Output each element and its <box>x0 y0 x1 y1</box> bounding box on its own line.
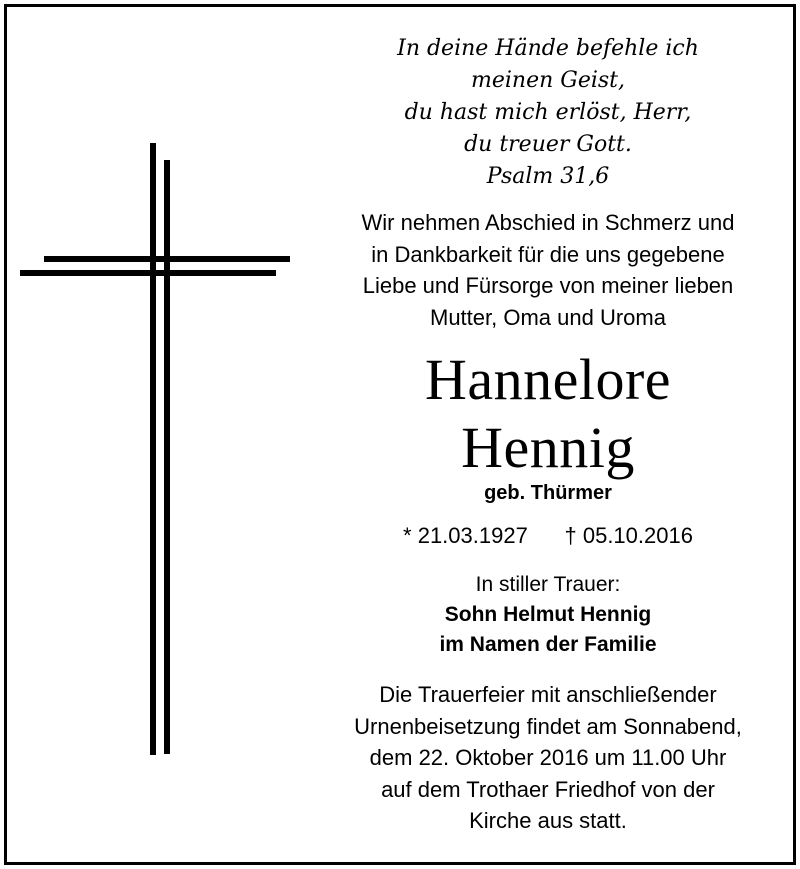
death-date: † 05.10.2016 <box>564 523 693 548</box>
psalm-verse <box>310 33 786 193</box>
farewell-text <box>310 207 786 333</box>
mourners-block <box>310 570 786 660</box>
mourner-family: im Namen der Familie <box>439 633 657 656</box>
last-name: Hennig <box>461 415 635 480</box>
verse-line: du treuer Gott. <box>464 132 632 157</box>
first-name: Hannelore <box>424 347 672 412</box>
funeral-line: Kirche aus statt. <box>469 808 627 833</box>
farewell-line: Wir nehmen Abschied in Schmerz und <box>361 210 735 235</box>
verse-line: In deine Hände befehle ich <box>397 36 699 61</box>
life-dates <box>310 520 786 552</box>
funeral-notice <box>310 679 786 837</box>
verse-line: du hast mich erlöst, Herr, <box>404 100 692 125</box>
verse-line: meinen Geist, <box>470 68 626 93</box>
funeral-line: auf dem Trothaer Friedhof von der <box>381 776 715 802</box>
maiden-name: geb. Thürmer <box>484 482 612 504</box>
deceased-name <box>310 346 786 482</box>
mourner-name: Sohn Helmut Hennig <box>444 603 652 626</box>
mourners-heading: In stiller Trauer: <box>475 573 621 596</box>
farewell-line: in Dankbarkeit für die uns gegebene <box>371 241 725 267</box>
farewell-line: Mutter, Oma und Uroma <box>430 304 666 330</box>
funeral-line: Urnenbeisetzung findet am Sonnabend, <box>354 713 742 739</box>
farewell-line: Liebe und Fürsorge von meiner lieben <box>362 273 734 298</box>
birth-date: * 21.03.1927 <box>403 523 528 548</box>
funeral-line: dem 22. Oktober 2016 um 11.00 Uhr <box>369 745 727 770</box>
funeral-line: Die Trauerfeier mit anschließender <box>379 682 717 707</box>
verse-reference: Psalm 31,6 <box>486 164 610 189</box>
